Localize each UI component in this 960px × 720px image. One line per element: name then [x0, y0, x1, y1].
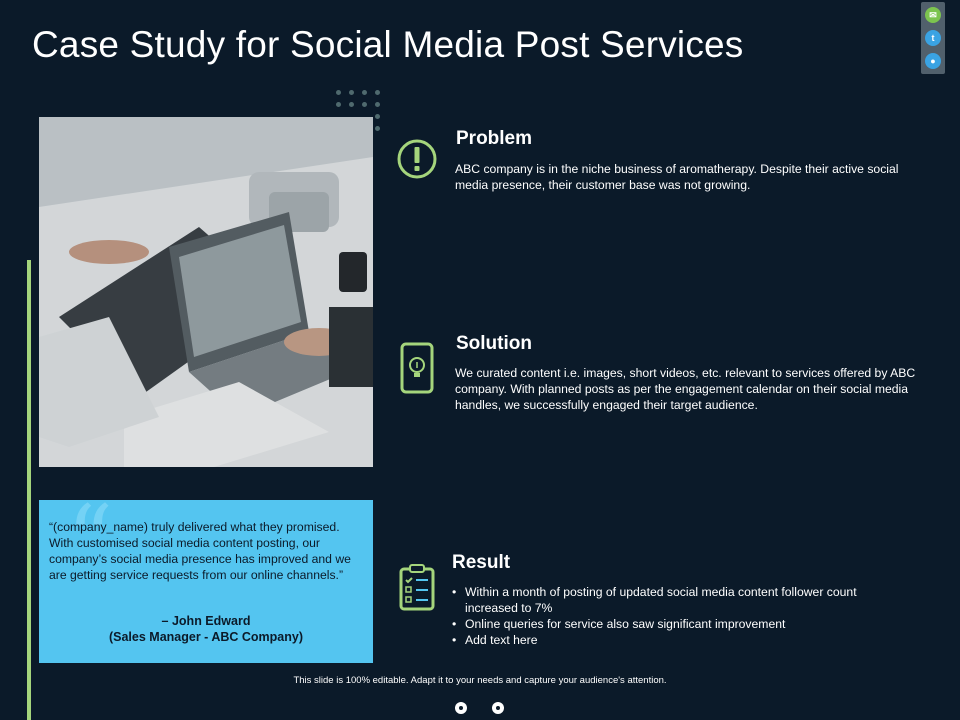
- result-item: • Add text here: [452, 632, 902, 648]
- decorative-dot: [375, 102, 380, 107]
- next-slide-button[interactable]: [492, 702, 504, 714]
- author-name: – John Edward: [161, 614, 251, 628]
- checklist-clipboard-icon: [398, 564, 436, 612]
- exclamation-icon: [396, 138, 438, 180]
- decorative-dot: [362, 90, 367, 95]
- solution-body: We curated content i.e. images, short videos, etc. relevant to services offered by ABC company. With planned posts as per the engagement calendar on their social media handles, we successfully engaged their target audience.: [455, 366, 916, 412]
- result-item: • Online queries for service also saw significant improvement: [452, 616, 902, 632]
- decorative-dot: [375, 114, 380, 119]
- decorative-dot: [375, 126, 380, 131]
- result-item: • Within a month of posting of updated social media content follower count increased to 7%: [452, 584, 902, 616]
- solution-section: [396, 333, 936, 423]
- decorative-dot: [336, 102, 341, 107]
- phone-idea-icon: [398, 341, 436, 395]
- slide-title: Case Study for Social Media Post Services: [32, 24, 744, 65]
- footer-note: This slide is 100% editable. Adapt it to your needs and capture your audience's attention.: [293, 675, 667, 686]
- problem-body: ABC company is in the niche business of aromatherapy. Despite their active social media presence, their customer base was not growing.: [455, 162, 899, 192]
- decorative-dot: [362, 102, 367, 107]
- solution-heading: Solution: [456, 333, 532, 354]
- testimonial-author: [39, 613, 373, 645]
- result-section: [396, 552, 936, 652]
- office-laptop-photo: [39, 117, 373, 467]
- result-list: [452, 584, 902, 648]
- decorative-dot: [336, 90, 341, 95]
- quote-mark-icon: “: [67, 486, 114, 591]
- twitter-icon[interactable]: t: [925, 30, 941, 46]
- decorative-dot: [349, 90, 354, 95]
- problem-heading: Problem: [456, 128, 533, 149]
- left-accent-bar: [27, 260, 31, 720]
- testimonial-text: “(company_name) truly delivered what they promised. With customised social media content posting, our company’s social media presence has improved and we are getting service requests from our online channels.”: [49, 520, 351, 582]
- result-heading: Result: [452, 552, 511, 573]
- testimonial-box: [39, 486, 373, 663]
- social-share-bar: [921, 2, 945, 74]
- decorative-dot: [375, 90, 380, 95]
- chat-icon[interactable]: ✉: [925, 7, 941, 23]
- problem-section: [396, 128, 936, 208]
- previous-slide-button[interactable]: [455, 702, 467, 714]
- author-role: (Sales Manager - ABC Company): [108, 630, 304, 644]
- decorative-dot: [349, 102, 354, 107]
- user-icon[interactable]: ●: [925, 53, 941, 69]
